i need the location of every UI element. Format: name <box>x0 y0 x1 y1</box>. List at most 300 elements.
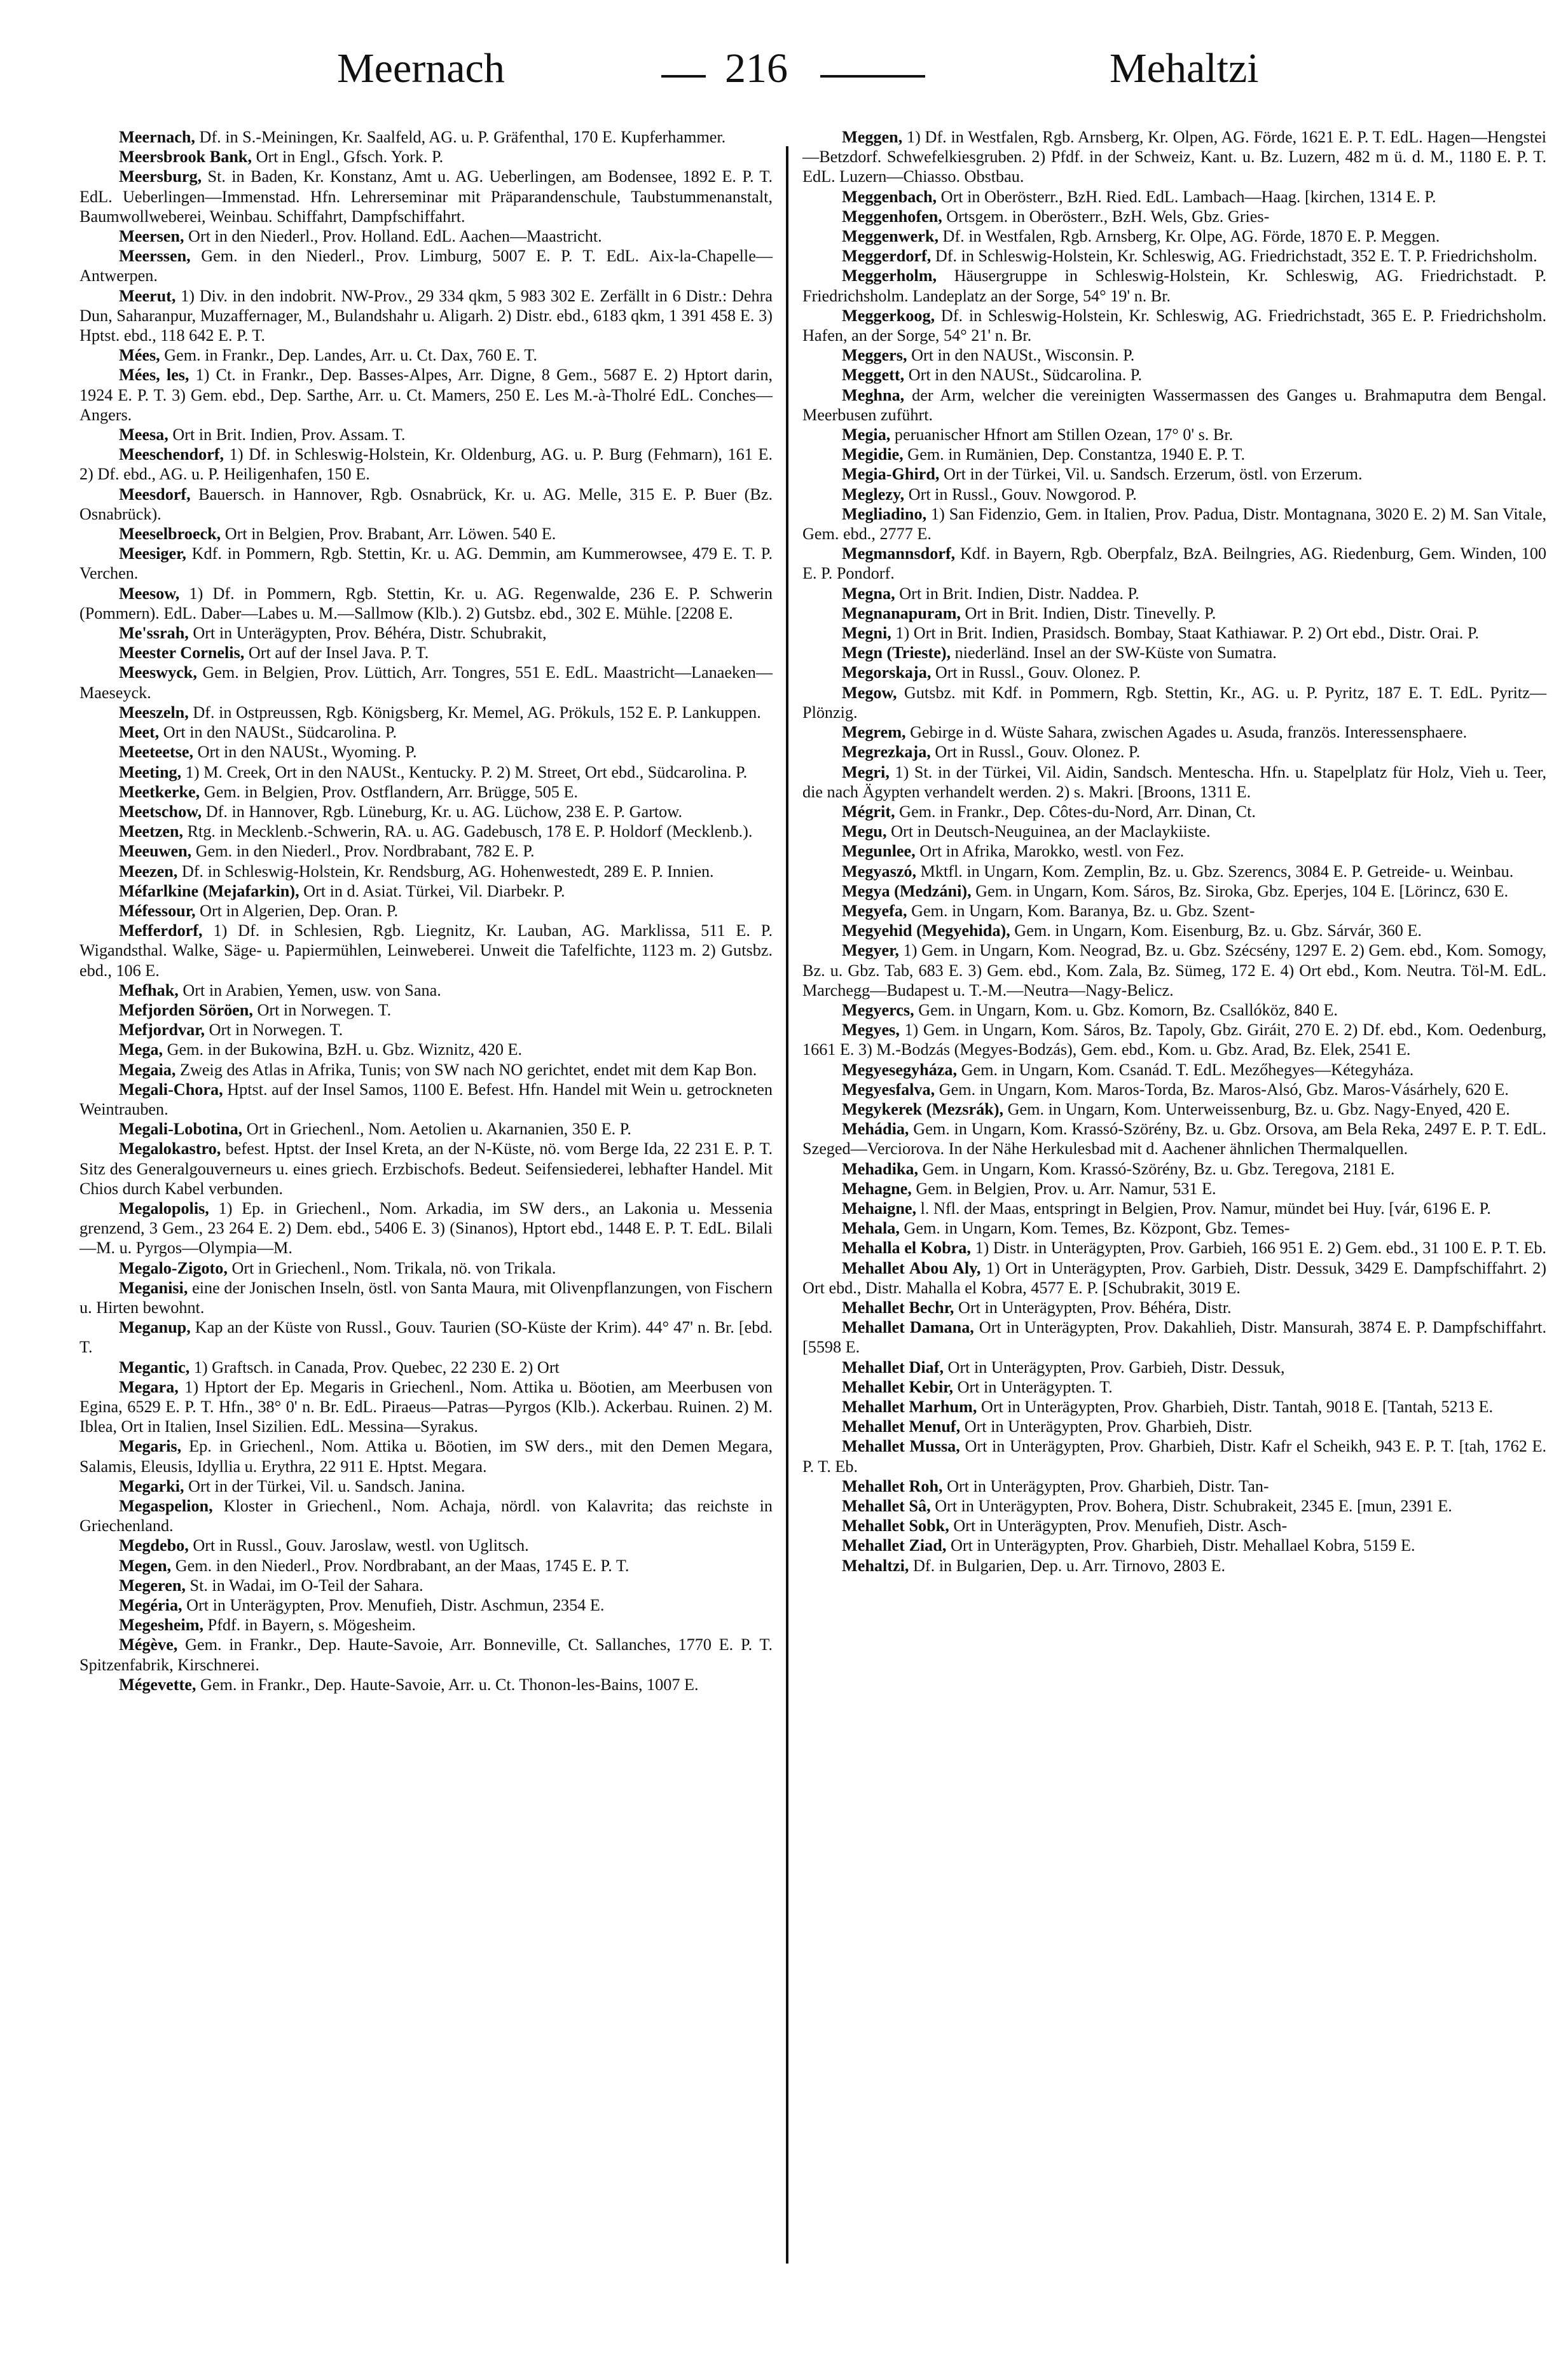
entry-headword: Megmannsdorf, <box>842 544 956 563</box>
lexicon-entry <box>802 345 1546 365</box>
lexicon-entry <box>79 1278 773 1317</box>
entry-text: 1) St. in der Türkei, Vil. Aidin, Sandsch. Menteschа. Hfn. u. Stapelplatz für Holz, Vieh u. Teer, die nach Ägypten verhandelt werden. 2) s. Makri. [Broons, 1311 E. <box>802 762 1546 801</box>
entry-text: Kdf. in Pommern, Rgb. Stettin, Kr. u. AG. Demmin, am Kummerowsee, 479 E. T. P. Verchen. <box>79 544 773 583</box>
entry-headword: Mehallet Bechr, <box>842 1298 954 1317</box>
lexicon-entry <box>802 1357 1546 1377</box>
entry-headword: Megdebo, <box>119 1536 189 1555</box>
lexicon-entry <box>802 1000 1546 1020</box>
entry-text: 1) Graftsch. in Canada, Prov. Quebec, 22 230 E. 2) Ort <box>193 1357 560 1377</box>
entry-text: Gem. in Belgien, Prov. Lüttich, Arr. Tongres, 551 E. EdL. Maastricht—Lanaeken—Maeseyck. <box>79 663 773 702</box>
entry-headword: Megarki, <box>119 1476 184 1495</box>
entry-headword: Mefjorden Söröen, <box>119 1000 253 1019</box>
entry-headword: Mega, <box>119 1040 163 1059</box>
entry-text: Ort in Belgien, Prov. Brabant, Arr. Löwen. 540 E. <box>224 525 556 544</box>
entry-text: Ort in Unterägypten, Prov. Gharbieh, Distr. Tantah, 9018 E. [Tantah, 5213 E. <box>980 1398 1493 1416</box>
entry-text: Kloster in Griechenl., Nom. Achaja, nördl. von Kalavrita; das reichste in Griechenland. <box>79 1497 773 1536</box>
lexicon-entry <box>79 485 773 524</box>
lexicon-entry <box>802 940 1546 1000</box>
lexicon-entry <box>79 762 773 782</box>
entry-text: 1) Gem. in Ungarn, Kom. Neograd, Bz. u. Gbz. Szécsény, 1297 E. 2) Gem. ebd., Kom. Somogy, Bz. u. Gbz. Tab, 683 E. 3) Gem. ebd., Kom. Zala, Bz. Sümeg, 172 E. 4) Ort ebd., Kom. Neutra. Töl-M. EdL. Marchegg—Budapest u. T.-M.—Neutra—Nagy-Belicz. <box>802 941 1547 1000</box>
entry-headword: Mehallet Roh, <box>842 1476 943 1495</box>
entry-headword: Meghna, <box>842 385 905 404</box>
entry-text: Ort in Unterägypten, Prov. Garbieh, Distr. Dessuk, <box>947 1357 1285 1377</box>
entry-headword: Meeschendorf, <box>119 445 224 464</box>
entry-headword: Meggett, <box>842 366 905 385</box>
entry-text: 1) Distr. in Unterägypten, Prov. Garbieh, 166 951 E. 2) Gem. ebd., 31 100 E. P. T. Eb. <box>975 1239 1546 1258</box>
entry-text: 1) Ort in Brit. Indien, Prasidsch. Bombay, Staat Kathiawar. P. 2) Ort ebd., Distr. Orai. P. <box>895 624 1480 643</box>
entry-headword: Meester Cornelis, <box>119 643 245 663</box>
lexicon-entry <box>802 881 1546 901</box>
entry-headword: Meeswyck, <box>119 663 197 682</box>
entry-text: Rtg. in Mecklenb.-Schwerin, RA. u. AG. Gadebusch, 178 E. P. Holdorf (Mecklenb.). <box>187 822 753 841</box>
lexicon-entry <box>802 1536 1546 1555</box>
entry-text: Ort in Russl., Gouv. Nowgorod. P. <box>908 485 1137 504</box>
entry-text: Gem. in Ungarn, Kom. u. Gbz. Komorn, Bz. Csallóköz, 840 E. <box>918 1000 1338 1019</box>
entry-text: Gem. in Frankr., Dep. Haute-Savoie, Arr. Bonneville, Ct. Sallanches, 1770 E. P. T. Spitzenfabrik, Kirschnerei. <box>79 1635 773 1674</box>
entry-headword: Mefhak, <box>119 980 179 1000</box>
entry-text: Ort in Arabien, Yemen, usw. von Sana. <box>182 980 441 1000</box>
entry-headword: Meezen, <box>119 862 178 881</box>
entry-text: Gem. in den Niederl., Prov. Limburg, 5007 E. P. T. EdL. Aix-la-Chapelle—Antwerpen. <box>79 247 773 285</box>
entry-text: 1) Ct. in Frankr., Dep. Basses-Alpes, Arr. Digne, 8 Gem., 5687 E. 2) Hptort darin, 1924 E. P. T. 3) Gem. ebd., Dep. Sarthe, Arr. u. Ct. Mamers, 250 E. Les M.-à-Tholré EdL. Conches—Angers. <box>79 366 773 424</box>
entry-headword: Mées, <box>119 346 160 365</box>
lexicon-entry <box>802 444 1546 464</box>
entry-headword: Meggenbach, <box>842 187 937 206</box>
entry-headword: Megalokastro, <box>119 1139 221 1158</box>
lexicon-entry <box>79 1436 773 1476</box>
entry-headword: Meesa, <box>119 425 168 444</box>
entry-headword: Megia-Ghird, <box>842 465 940 484</box>
entry-text: Df. in S.-Meiningen, Kr. Saalfeld, AG. u. P. Gräfenthal, 170 E. Kupferhammer. <box>199 128 726 146</box>
entry-headword: Mehadika, <box>842 1159 919 1178</box>
lexicon-entry <box>79 365 773 425</box>
entry-text: Ort in Unterägypten, Prov. Gharbieh, Distr. Tan- <box>947 1476 1269 1495</box>
entry-headword: Megaspelion, <box>119 1497 213 1516</box>
lexicon-entry <box>79 1576 773 1595</box>
entry-headword: Megeren, <box>119 1576 186 1595</box>
entry-text: Ort in den NAUSt., Wisconsin. P. <box>911 346 1135 365</box>
lexicon-entry <box>79 246 773 285</box>
lexicon-entry <box>802 266 1546 305</box>
lexicon-entry <box>802 1218 1546 1238</box>
lexicon-entry <box>802 821 1546 841</box>
entry-text: 1) Div. in den indobrit. NW-Prov., 29 334 qkm, 5 983 302 E. Zerfällt in 6 Distr.: Dehra Dun, Saharanpur, Muzaffernager, M., Bulandshahr u. Aligarh. 2) Distr. ebd., 6183 qkm, 1 391 458 E. 3) Hptst. ebd., 118 642 E. P. T. <box>79 286 773 345</box>
entry-headword: Mehaltzi, <box>842 1556 909 1575</box>
entry-text: Df. in Schleswig-Holstein, Kr. Schleswig, AG. Friedrichstadt, 352 E. T. P. Friedrichsholm. <box>935 247 1537 266</box>
entry-text: 1) San Fidenzio, Gem. in Italien, Prov. Padua, Distr. Montagnana, 3020 E. 2) M. San Vitale, Gem. ebd., 2777 E. <box>802 504 1546 544</box>
lexicon-entry <box>79 921 773 980</box>
entry-text: Gem. in Ungarn, Kom. Maros-Torda, Bz. Maros-Alsó, Gbz. Maros-Vásárhely, 620 E. <box>939 1080 1509 1099</box>
entry-text: Ep. in Griechenl., Nom. Attika u. Böotien, im SW ders., mit den Demen Megara, Salamis, Eleusis, Idyllia u. Erythra, 22 911 E. Hptst. Megara. <box>79 1437 773 1476</box>
entry-headword: Meeting, <box>119 762 182 781</box>
entry-headword: Megaris, <box>119 1437 182 1456</box>
entry-headword: Megen, <box>119 1556 172 1575</box>
entry-headword: Mehallet Sobk, <box>842 1516 949 1536</box>
entry-text: Mktfl. in Ungarn, Kom. Zemplin, Bz. u. Gbz. Szerencs, 3084 E. P. Getreide- u. Weinbau. <box>920 862 1514 881</box>
entry-text: 1) Hptort der Ep. Megaris in Griechenl., Nom. Attika u. Böotien, am Meerbusen von Egina, 6529 E. P. T. Hfn., 38° 0' n. Br. EdL. Piraeus—Patras—Pyrgos (Klb.). Ackerbau. Ruinen. 2) M. Iblea, Ort in Italien, Insel Sizilien. EdL. Messina—Syrakus. <box>79 1377 773 1436</box>
entry-text: Hptst. auf der Insel Samos, 1100 E. Befest. Hfn. Handel mit Wein u. getrockneten Weintrauben. <box>79 1080 773 1118</box>
lexicon-entry <box>79 643 773 663</box>
entry-text: St. in Baden, Kr. Konstanz, Amt u. AG. Ueberlingen, am Bodensee, 1892 E. P. T. EdL. Ueberlingen—Immenstad. Hfn. Lehrerseminar mit Präparandenschule, Taubstummenanstalt, Baumwollweberei, Weinbau. Schiffahrt, Dampfschiffahrt. <box>79 167 773 226</box>
lexicon-entry <box>79 584 773 623</box>
lexicon-entry <box>802 385 1546 425</box>
entry-headword: Meersburg, <box>119 167 202 186</box>
lexicon-entry <box>79 286 773 346</box>
lexicon-entry <box>802 1258 1546 1298</box>
entry-text: Ort in Griechenl., Nom. Aetolien u. Akarnanien, 350 E. P. <box>246 1120 631 1139</box>
lexicon-entry <box>802 623 1546 643</box>
entry-text: Ortsgem. in Oberösterr., BzH. Wels, Gbz. Gries- <box>946 207 1270 226</box>
entry-text: Kdf. in Bayern, Rgb. Oberpfalz, BzA. Beilngries, AG. Riedenburg, Gem. Winden, 100 E. P. Pondorf. <box>802 544 1547 583</box>
entry-text: Ort in Brit. Indien, Distr. Tinevelly. P. <box>965 603 1216 622</box>
lexicon-entry <box>79 1000 773 1020</box>
entry-text: Ort in Unterägypten, Prov. Bohera, Distr. Schubrakeit, 2345 E. [mun, 2391 E. <box>935 1497 1452 1516</box>
lexicon-entry <box>802 1238 1546 1258</box>
entry-headword: Meeszeln, <box>119 703 189 722</box>
lexicon-entry <box>802 603 1546 623</box>
lexicon-entry <box>802 1020 1546 1059</box>
page-number: 216 <box>725 45 788 92</box>
lexicon-entry <box>802 1080 1546 1099</box>
entry-headword: Megéria, <box>119 1596 182 1615</box>
entry-text: Gem. in Ungarn, Kom. Krassó-Szörény, Bz. u. Gbz. Teregova, 2181 E. <box>922 1159 1395 1178</box>
entry-text: Ort in Brit. Indien, Distr. Naddea. P. <box>899 584 1139 603</box>
lexicon-entry <box>79 444 773 484</box>
entry-headword: Mehallet Ziad, <box>842 1536 947 1555</box>
lexicon-entry <box>79 127 773 147</box>
entry-text: Gem. in Ungarn, Kom. Eisenburg, Bz. u. Gbz. Sárvár, 360 E. <box>1014 921 1422 940</box>
entry-headword: Megorskaja, <box>842 663 932 682</box>
entry-headword: Meggerholm, <box>842 266 937 285</box>
entry-text: 1) Df. in Westfalen, Rgb. Arnsberg, Kr. Olpen, AG. Förde, 1621 E. P. T. EdL. Hagen—Hengstei—Betzdorf. Schwefelkiesgruben. 2) Pfdf. in der Schweiz, Kant. u. Bz. Luzern, 482 m ü. d. M., 1180 E. P. T. EdL. Luzern—Chiasso. Obstbau. <box>802 128 1546 186</box>
entry-headword: Megyercs, <box>842 1000 914 1019</box>
entry-headword: Mehaigne, <box>842 1199 917 1218</box>
entry-headword: Mehalla el Kobra, <box>842 1239 971 1258</box>
entry-headword: Megykerek (Mezsrák), <box>842 1099 1004 1118</box>
lexicon-entry <box>802 1397 1546 1417</box>
entry-headword: Me'ssrah, <box>119 624 189 643</box>
entry-text: Gem. in Ungarn, Kom. Temes, Bz. Központ, Gbz. Temes- <box>904 1219 1290 1238</box>
entry-text: Ort in Unterägypten. T. <box>957 1377 1113 1396</box>
header-first-entry: Meernach <box>337 45 505 92</box>
lexicon-entry <box>802 841 1546 861</box>
lexicon-entry <box>802 464 1546 484</box>
lexicon-entry <box>802 584 1546 603</box>
lexicon-entry <box>79 345 773 365</box>
entry-text: Df. in Ostpreussen, Rgb. Königsberg, Kr. Memel, AG. Prökuls, 152 E. P. Lankuppen. <box>193 703 761 722</box>
lexicon-entry <box>802 683 1546 722</box>
entry-text: Ort in Russl., Gouv. Jaroslaw, westl. von Uglitsch. <box>193 1536 529 1555</box>
entry-text: Ort in den NAUSt., Südcarolina. P. <box>908 366 1143 385</box>
entry-headword: Mégevette, <box>119 1675 196 1694</box>
lexicon-entry <box>79 1476 773 1496</box>
entry-headword: Meetschow, <box>119 802 202 821</box>
entry-headword: Mehallet Kebir, <box>842 1377 954 1396</box>
entry-text: befest. Hptst. der Insel Kreta, an der N-Küste, nö. vom Berge Ida, 22 231 E. P. T. Sitz des Generalgouverneurs u. eines griech. Erzbischofs. Bedeut. Seifensiederei, lebhafter Handel. Mit Chios durch Kabel verbunden. <box>79 1139 773 1198</box>
lexicon-entry <box>79 524 773 544</box>
entry-text: Ort in Unterägypten, Prov. Menufieh, Distr. Aschmun, 2354 E. <box>186 1596 605 1615</box>
entry-headword: Meetzen, <box>119 822 184 841</box>
entry-text: Ort in Afrika, Marokko, westl. von Fez. <box>919 842 1185 861</box>
entry-headword: Megyefa, <box>842 901 907 920</box>
entry-text: Ort in der Türkei, Vil. u. Sandsch. Erzerum, östl. von Erzerum. <box>944 465 1363 484</box>
entry-text: Df. in Schleswig-Holstein, Kr. Schleswig, AG. Friedrichstadt, 365 E. P. Friedrichsholm. Hafen, an der Sorge, 54° 21' n. Br. <box>802 306 1546 345</box>
entry-text: Ort in Unterägypten, Prov. Gharbieh, Distr. Mehallael Kobra, 5159 E. <box>950 1536 1415 1555</box>
entry-text: niederländ. Insel an der SW-Küste von Sumatra. <box>954 643 1277 663</box>
lexicon-entry <box>802 762 1546 802</box>
entry-headword: Meeteetse, <box>119 743 194 762</box>
entry-headword: Megidie, <box>842 445 904 464</box>
entry-headword: Mehallet Sâ, <box>842 1497 931 1516</box>
lexicon-entry <box>79 1595 773 1615</box>
entry-text: Gem. in Frankr., Dep. Côtes-du-Nord, Arr. Dinan, Ct. <box>899 802 1256 821</box>
lexicon-entry <box>802 306 1546 345</box>
lexicon-entry <box>79 1377 773 1437</box>
entry-headword: Meernach, <box>119 128 195 146</box>
lexicon-entry <box>802 1556 1546 1576</box>
entry-headword: Megantic, <box>119 1357 190 1377</box>
lexicon-entry <box>79 841 773 861</box>
lexicon-entry <box>802 722 1546 742</box>
entry-text: peruanischer Hfnort am Stillen Ozean, 17° 0' s. Br. <box>894 425 1234 444</box>
lexicon-entry <box>79 167 773 226</box>
entry-text: Gem. in Ungarn, Kom. Baranya, Bz. u. Gbz. Szent- <box>911 901 1255 920</box>
entry-text: Häusergruppe in Schleswig-Holstein, Kr. Schleswig, AG. Friedrichstadt. P. Friedrichsholm. Landeplatz an der Sorge, 54° 19' n. Br. <box>802 266 1546 305</box>
lexicon-entry <box>802 425 1546 444</box>
entry-headword: Megalopolis, <box>119 1199 209 1218</box>
lexicon-entry <box>79 226 773 246</box>
entry-headword: Megyehid (Megyehida), <box>842 921 1010 940</box>
entry-headword: Megow, <box>842 683 897 702</box>
entry-headword: Meesdorf, <box>119 485 191 504</box>
lexicon-entry <box>802 742 1546 762</box>
entry-text: St. in Wadai, im O-Teil der Sahara. <box>189 1576 423 1595</box>
entry-text: Ort in Unterägypten, Prov. Gharbieh, Distr. Kafr el Scheikh, 943 E. P. T. [tah, 1762 E. P. T. Eb. <box>802 1437 1547 1476</box>
entry-text: 1) Df. in Schleswig-Holstein, Kr. Oldenburg, AG. u. P. Burg (Fehmarn), 161 E. 2) Df. ebd., AG. u. P. Heiligenhafen, 150 E. <box>79 445 773 484</box>
entry-text: Gem. in Belgien, Prov. u. Arr. Namur, 531 E. <box>916 1179 1216 1198</box>
lexicon-entry <box>79 1675 773 1694</box>
lexicon-entry <box>802 544 1546 583</box>
entry-headword: Megyer, <box>842 941 899 960</box>
entry-text: Bauersch. in Hannover, Rgb. Osnabrück, Kr. u. AG. Melle, 315 E. P. Buer (Bz. Osnabrück). <box>79 485 773 523</box>
lexicon-entry <box>79 425 773 444</box>
lexicon-entry <box>802 1496 1546 1516</box>
entry-text: Ort in den NAUSt., Wyoming. P. <box>197 743 417 762</box>
lexicon-entry <box>79 1635 773 1674</box>
entry-text: Gebirge in d. Wüste Sahara, zwischen Agades u. Asuda, französ. Interessensphaere. <box>910 723 1468 742</box>
entry-text: Ort in Unterägypten, Prov. Gharbieh, Distr. <box>964 1417 1253 1436</box>
entry-headword: Meglezy, <box>842 485 905 504</box>
lexicon-entry <box>802 643 1546 663</box>
lexicon-entry <box>802 663 1546 682</box>
lexicon-entry <box>802 485 1546 504</box>
entry-text: Ort in Deutsch-Neuguinea, an der Maclaykiiste. <box>891 822 1211 841</box>
entry-text: Pfdf. in Bayern, s. Mögesheim. <box>207 1616 416 1635</box>
entry-headword: Meeselbroeck, <box>119 525 221 544</box>
entry-text: Ort in Norwegen. T. <box>257 1000 392 1019</box>
entry-headword: Meesow, <box>119 584 180 603</box>
entry-headword: Meersen, <box>119 227 184 246</box>
entry-headword: Meet, <box>119 723 160 742</box>
left-column <box>79 127 773 1694</box>
entry-headword: Megni, <box>842 624 891 643</box>
entry-text: Ort in Russl., Gouv. Olonez. P. <box>935 743 1141 762</box>
entry-text: l. Nfl. der Maas, entspringt in Belgien, Prov. Namur, mündet bei Huy. [vár, 6196 E. P. <box>920 1199 1491 1218</box>
lexicon-entry <box>802 1417 1546 1436</box>
header-dash <box>820 75 925 78</box>
entry-headword: Mehallet Damana, <box>842 1318 974 1337</box>
entry-headword: Meetkerke, <box>119 782 200 801</box>
entry-headword: Meerssen, <box>119 247 191 266</box>
entry-headword: Méfessour, <box>119 901 196 920</box>
entry-headword: Megri, <box>842 762 890 781</box>
entry-headword: Megia, <box>842 425 891 444</box>
entry-headword: Megara, <box>119 1377 179 1396</box>
entry-headword: Mégrit, <box>842 802 895 821</box>
entry-headword: Meggenhofen, <box>842 207 942 226</box>
lexicon-entry <box>802 802 1546 821</box>
entry-text: Ort in Engl., Gfsch. York. P. <box>256 148 444 167</box>
lexicon-entry <box>79 901 773 921</box>
lexicon-entry <box>802 246 1546 266</box>
lexicon-entry <box>79 742 773 762</box>
entry-headword: Meerut, <box>119 286 176 305</box>
entry-headword: Megalo-Zigoto, <box>119 1258 228 1277</box>
lexicon-entry <box>79 1317 773 1357</box>
entry-headword: Meganisi, <box>119 1278 188 1297</box>
lexicon-entry <box>79 980 773 1000</box>
right-column <box>802 127 1546 1576</box>
lexicon-entry <box>79 703 773 722</box>
lexicon-entry <box>79 623 773 643</box>
lexicon-entry <box>802 1298 1546 1317</box>
entry-text: Ort in Russl., Gouv. Olonez. P. <box>935 663 1141 682</box>
lexicon-entry <box>802 1099 1546 1119</box>
column-divider <box>786 146 788 2264</box>
entry-headword: Meggerkoog, <box>842 306 935 325</box>
entry-text: Ort in Algerien, Dep. Oran. P. <box>200 901 399 920</box>
entry-text: Gem. in den Niederl., Prov. Nordbrabant, 782 E. P. <box>195 842 535 861</box>
entry-headword: Mégève, <box>119 1635 178 1654</box>
lexicon-entry <box>802 207 1546 226</box>
entry-text: Df. in Bulgarien, Dep. u. Arr. Tirnovo, 2803 E. <box>913 1556 1226 1575</box>
entry-text: 1) Ort in Unterägypten, Prov. Garbieh, Distr. Dessuk, 3429 E. Dampfschiffahrt. 2) Ort ebd., Distr. Mahalla el Kobra, 4577 E. P. [Schubrakit, 3019 E. <box>802 1258 1546 1297</box>
entry-text: 1) M. Creek, Ort in den NAUSt., Kentucky. P. 2) M. Street, Ort ebd., Südcarolina. P. <box>185 762 748 781</box>
entry-text: Gem. in den Niederl., Prov. Nordbrabant, an der Maas, 1745 E. P. T. <box>175 1556 629 1575</box>
entry-headword: Megyes, <box>842 1021 900 1040</box>
entry-text: Ort in Brit. Indien, Prov. Assam. T. <box>172 425 406 444</box>
entry-text: der Arm, welcher die vereinigten Wassermassen des Ganges u. Brahmaputra dem Bengal. Meerbusen zuführt. <box>802 385 1546 424</box>
entry-text: Ort in Unterägypten, Prov. Béhéra, Distr. Schubrakit, <box>193 624 547 643</box>
entry-headword: Megunlee, <box>842 842 916 861</box>
entry-text: Ort in der Türkei, Vil. u. Sandsch. Janina. <box>188 1476 465 1495</box>
entry-text: Gem. in Rumänien, Dep. Constantza, 1940 E. P. T. <box>907 445 1245 464</box>
lexicon-entry <box>79 1199 773 1258</box>
entry-headword: Mehagne, <box>842 1179 912 1198</box>
header-dash <box>661 75 706 78</box>
lexicon-entry <box>79 1080 773 1119</box>
lexicon-entry <box>79 1119 773 1139</box>
lexicon-entry <box>802 921 1546 940</box>
lexicon-entry <box>802 226 1546 246</box>
entry-headword: Megesheim, <box>119 1616 204 1635</box>
entry-headword: Megyesegyháza, <box>842 1060 958 1079</box>
entry-headword: Meggerdorf, <box>842 247 932 266</box>
lexicon-entry <box>79 1139 773 1199</box>
lexicon-entry <box>79 1536 773 1555</box>
entry-headword: Mefjordvar, <box>119 1021 205 1040</box>
entry-text: 1) Ep. in Griechenl., Nom. Arkadia, im SW ders., an Lakonia u. Messenia grenzend, 3 Gem., 23 264 E. 2) Dem. ebd., 5406 E. 3) (Sinanos), Hptort ebd., 1448 E. P. T. EdL. Bilali—M. u. Pyrgos—Olympia—M. <box>79 1199 773 1258</box>
lexicon-entry <box>79 821 773 841</box>
lexicon-entry <box>802 1476 1546 1496</box>
lexicon-entry <box>79 1496 773 1536</box>
entry-headword: Megrem, <box>842 723 906 742</box>
entry-headword: Megaia, <box>119 1060 176 1079</box>
entry-headword: Megali-Lobotina, <box>119 1120 243 1139</box>
lexicon-entry <box>802 1436 1546 1476</box>
entry-text: Df. in Westfalen, Rgb. Arnsberg, Kr. Olpe, AG. Förde, 1870 E. P. Meggen. <box>942 227 1440 246</box>
entry-text: Ort in den Niederl., Prov. Holland. EdL. Aachen—Maastricht. <box>188 227 602 246</box>
entry-headword: Megali-Chora, <box>119 1080 223 1099</box>
running-header <box>0 25 1568 95</box>
entry-text: Gem. in Ungarn, Kom. Unterweissenburg, Bz. u. Gbz. Nagy-Enyed, 420 E. <box>1007 1099 1510 1118</box>
entry-headword: Meeuwen, <box>119 842 192 861</box>
entry-headword: Meganup, <box>119 1318 191 1337</box>
entry-headword: Megna, <box>842 584 895 603</box>
entry-headword: Mehallet Mussa, <box>842 1437 960 1456</box>
entry-headword: Megrezkaja, <box>842 743 931 762</box>
lexicon-entry <box>802 901 1546 921</box>
entry-headword: Méfarlkine (Mejafarkin), <box>119 881 299 900</box>
entry-headword: Mehala, <box>842 1219 900 1238</box>
lexicon-entry <box>802 127 1546 187</box>
lexicon-entry <box>802 1377 1546 1397</box>
entry-text: Gem. in Belgien, Prov. Ostflandern, Arr. Brügge, 505 E. <box>203 782 578 801</box>
lexicon-entry <box>79 1060 773 1080</box>
entry-headword: Mées, les, <box>119 366 189 385</box>
lexicon-entry <box>79 802 773 821</box>
entry-headword: Meggers, <box>842 346 907 365</box>
entry-headword: Meersbrook Bank, <box>119 148 252 167</box>
entry-text: Kap an der Küste von Russl., Gouv. Taurien (SO-Küste der Krim). 44° 47' n. Br. [ebd. T. <box>79 1318 773 1357</box>
header-last-entry: Mehaltzi <box>1110 45 1259 92</box>
lexicon-entry <box>802 1516 1546 1536</box>
lexicon-entry <box>79 1615 773 1635</box>
lexicon-entry <box>79 862 773 881</box>
entry-headword: Meggenwerk, <box>842 227 939 246</box>
entry-headword: Meesiger, <box>119 544 186 563</box>
entry-headword: Megn (Trieste), <box>842 643 951 663</box>
lexicon-entry <box>79 544 773 583</box>
entry-text: Ort in Griechenl., Nom. Trikala, nö. von Trikala. <box>231 1258 556 1277</box>
lexicon-entry <box>802 1317 1546 1357</box>
entry-headword: Mehallet Marhum, <box>842 1398 977 1416</box>
lexicon-entry <box>79 147 773 167</box>
lexicon-entry <box>802 862 1546 881</box>
entry-headword: Megya (Medzáni), <box>842 881 972 900</box>
entry-headword: Megliadino, <box>842 504 927 523</box>
lexicon-entry <box>802 1199 1546 1218</box>
entry-headword: Megyesfalva, <box>842 1080 935 1099</box>
entry-text: Df. in Schleswig-Holstein, Kr. Rendsburg, AG. Hohenwestedt, 289 E. P. Innien. <box>181 862 714 881</box>
entry-text: Gutsbz. mit Kdf. in Pommern, Rgb. Stettin, Kr., AG. u. P. Pyritz, 187 E. T. EdL. Pyritz—Plönzig. <box>802 683 1547 722</box>
entry-text: Ort in Unterägypten, Prov. Menufieh, Distr. Asch- <box>953 1516 1288 1536</box>
lexicon-entry <box>79 1357 773 1377</box>
lexicon-entry <box>802 1060 1546 1080</box>
entry-text: eine der Jonischen Inseln, östl. von Santa Maura, mit Olivenpflanzungen, von Fischern u. Hirten bewohnt. <box>79 1278 773 1317</box>
lexicon-entry <box>802 1119 1546 1158</box>
lexicon-entry <box>79 782 773 802</box>
